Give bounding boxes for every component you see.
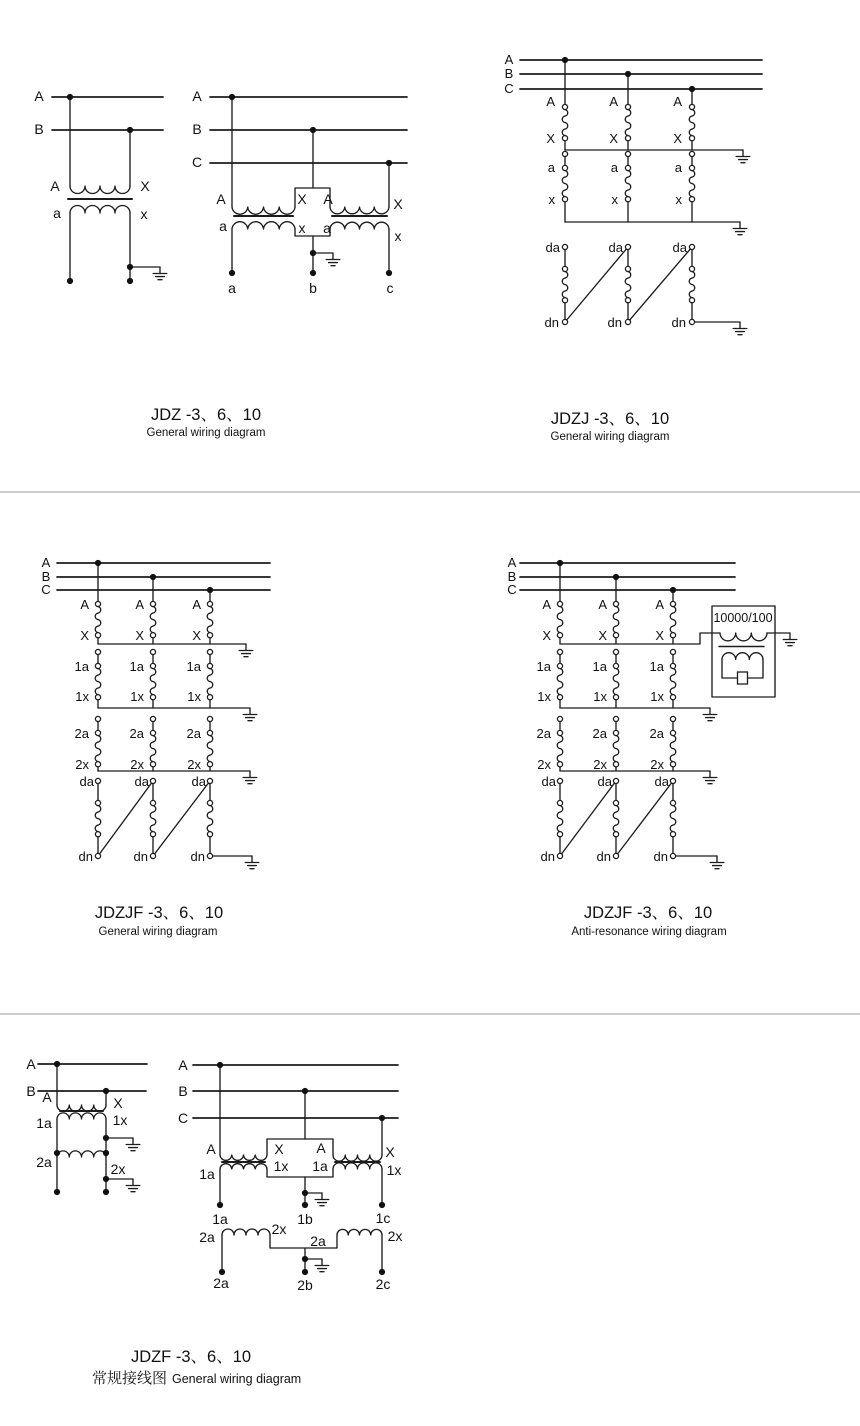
primary-winding [670, 601, 675, 637]
winding-label: 2x [187, 757, 201, 772]
ground-icon [736, 150, 750, 163]
wire [560, 633, 712, 644]
winding-label: X [546, 131, 555, 146]
winding-label: 1a [36, 1115, 52, 1131]
winding-label: x [548, 192, 555, 207]
tertiary-winding [670, 778, 675, 858]
secondary1-winding [95, 649, 100, 699]
winding-label: a [53, 205, 61, 221]
winding-label: A [609, 94, 618, 109]
secondary1-winding [220, 1164, 267, 1169]
junction-dot [207, 587, 213, 593]
terminal-label: 2b [297, 1277, 313, 1293]
winding-label: x [140, 206, 148, 222]
winding-label: A [135, 597, 144, 612]
winding-label: da [79, 774, 94, 789]
winding-label: x [611, 192, 618, 207]
secondary2-winding [670, 716, 675, 766]
winding-label: dn [133, 849, 148, 864]
winding-label: 1x [386, 1162, 402, 1178]
secondary-winding [70, 206, 130, 213]
ground-icon [239, 644, 253, 657]
winding-label: A [598, 597, 607, 612]
junction-dot [54, 1150, 60, 1156]
ground-icon [703, 708, 717, 721]
terminal-label: 1b [297, 1211, 313, 1227]
winding-label: 2x [75, 757, 89, 772]
terminal-dot [386, 270, 392, 276]
winding-label: da [654, 774, 669, 789]
winding-label: 1x [537, 689, 551, 704]
wire [560, 563, 673, 601]
diagram-jdzf-vee [178, 1057, 402, 1293]
junction-dot [689, 86, 695, 92]
winding-label: 1a [649, 659, 664, 674]
wire [98, 563, 210, 601]
junction-dot [670, 587, 676, 593]
jdzjf-anti-title: JDZJF -3、6、10 [583, 904, 713, 922]
secondary2-winding [57, 1151, 106, 1157]
winding-label: da [597, 774, 612, 789]
terminal-dot [103, 1189, 109, 1195]
winding-label: dn [190, 849, 205, 864]
phase-label: A [504, 52, 514, 67]
primary-winding [220, 1155, 267, 1160]
winding-label: X [655, 628, 664, 643]
junction-dot [557, 560, 563, 566]
junction-dot [127, 264, 133, 270]
terminal-dot [127, 278, 133, 284]
phase-label: C [504, 81, 514, 96]
winding-label: dn [540, 849, 555, 864]
terminal-dot [310, 270, 316, 276]
winding-label: 2x [650, 757, 664, 772]
winding-label: dn [78, 849, 93, 864]
junction-dot [67, 94, 73, 100]
ground-icon [126, 1179, 140, 1192]
winding-label: 2a [649, 726, 664, 741]
junction-dot [127, 127, 133, 133]
phase-label: B [26, 1083, 36, 1099]
secondary-winding [689, 151, 694, 201]
winding-label: A [216, 191, 226, 207]
tertiary-winding [689, 244, 694, 324]
diagram-jdz-single-phase [34, 88, 166, 284]
winding-label: 1a [592, 659, 607, 674]
winding-label: da [541, 774, 556, 789]
winding-label: X [673, 131, 682, 146]
diagram-jdzjf-general [41, 555, 270, 869]
tertiary-winding [557, 778, 562, 858]
winding-label: 2a [36, 1154, 52, 1170]
winding-label: a [610, 160, 618, 175]
phase-label: C [41, 582, 51, 597]
winding-label: a [219, 218, 227, 234]
junction-dot [625, 71, 631, 77]
ground-icon [733, 322, 747, 335]
jdz-subtitle: General wiring diagram [146, 427, 266, 439]
winding-label: 2a [199, 1229, 215, 1245]
phase-label: C [191, 154, 203, 170]
winding-label: X [297, 191, 307, 207]
terminal-label: 1c [375, 1210, 391, 1226]
phase-label: A [192, 88, 202, 104]
junction-dot [217, 1062, 223, 1068]
junction-dot [95, 560, 101, 566]
winding-label: A [206, 1141, 216, 1157]
winding-label: 2x [387, 1228, 403, 1244]
terminal-dot [302, 1202, 308, 1208]
terminal-dot [67, 278, 73, 284]
winding-label: 2a [592, 726, 607, 741]
winding-label: 2x [110, 1161, 126, 1177]
winding-label: 1x [130, 689, 144, 704]
primary-winding [330, 207, 389, 214]
tertiary-winding [95, 778, 100, 858]
secondary-winding [330, 222, 389, 229]
jdzjf-general-subtitle: General wiring diagram [98, 926, 218, 938]
ground-icon [243, 708, 257, 721]
terminal-label: 1a [212, 1211, 228, 1227]
winding-label: 1a [312, 1158, 328, 1174]
winding-label: 1a [74, 659, 89, 674]
winding-label: 1x [593, 689, 607, 704]
phase-label: A [34, 88, 44, 104]
winding-label: 2a [74, 726, 89, 741]
phase-label: B [504, 66, 514, 81]
caption-jdzj [551, 410, 670, 443]
diagram-jdzjf-anti-resonance [507, 555, 796, 869]
phase-label: B [34, 121, 44, 137]
winding-label: dn [596, 849, 611, 864]
ground-icon [703, 771, 717, 784]
winding-label: A [542, 597, 551, 612]
secondary2-winding [557, 716, 562, 766]
winding-label: X [113, 1095, 123, 1111]
terminal-dot [379, 1202, 385, 1208]
tertiary-winding [613, 778, 618, 858]
winding-label: a [323, 220, 331, 236]
junction-dot [103, 1150, 109, 1156]
jdz-title: JDZ -3、6、10 [150, 406, 262, 424]
primary-winding [150, 601, 155, 637]
jdzjf-anti-subtitle: Anti-resonance wiring diagram [571, 926, 727, 938]
phase-label: B [41, 569, 51, 584]
winding-label: A [50, 178, 60, 194]
ground-icon [783, 633, 797, 646]
winding-label: 1a [186, 659, 201, 674]
winding-label: X [609, 131, 618, 146]
winding-label: 2a [129, 726, 144, 741]
winding-label: 2a [310, 1233, 326, 1249]
phase-label: B [178, 1083, 188, 1099]
junction-dot [229, 94, 235, 100]
winding-label: x [394, 228, 402, 244]
primary-winding [557, 601, 562, 637]
winding-label: X [192, 628, 201, 643]
winding-label: A [655, 597, 664, 612]
damper-primary-coil [720, 633, 767, 641]
secondary-winding [625, 151, 630, 201]
tertiary-winding [207, 778, 212, 858]
phase-label: B [507, 569, 517, 584]
winding-label: X [135, 628, 144, 643]
phase-label: A [41, 555, 51, 570]
junction-dot [310, 250, 316, 256]
junction-dot [613, 574, 619, 580]
terminal-dot [54, 1189, 60, 1195]
winding-label: A [673, 94, 682, 109]
secondary2-winding [222, 1229, 270, 1235]
secondary2-winding [207, 716, 212, 766]
winding-label: 2x [130, 757, 144, 772]
winding-label: 1x [273, 1158, 289, 1174]
winding-label: da [134, 774, 149, 789]
wire [565, 202, 692, 222]
secondary2-winding [150, 716, 155, 766]
winding-label: X [140, 178, 150, 194]
phase-label: C [507, 582, 517, 597]
winding-label: X [80, 628, 89, 643]
diagram-jdzj [504, 52, 762, 335]
diagram-jdz-vee [192, 88, 407, 296]
junction-dot [302, 1190, 308, 1196]
winding-label: A [323, 191, 333, 207]
junction-dot [310, 127, 316, 133]
secondary1-winding [670, 649, 675, 699]
damper-secondary-coil [722, 653, 763, 660]
terminal-dot [379, 1269, 385, 1275]
winding-label: 1x [187, 689, 201, 704]
winding-label: X [393, 196, 403, 212]
ground-icon [315, 1193, 329, 1206]
phase-label: A [178, 1057, 188, 1073]
jdzf-subtitle-en: General wiring diagram [172, 1372, 302, 1386]
winding-label: da [608, 240, 623, 255]
secondary1-winding [57, 1113, 106, 1119]
winding-label: a [547, 160, 555, 175]
tertiary-winding [625, 244, 630, 324]
primary-winding [613, 601, 618, 637]
primary-winding [562, 104, 567, 140]
jdzf-subtitle-cn: 常规接线图 [92, 1370, 168, 1387]
winding-label: 2a [186, 726, 201, 741]
winding-label: A [316, 1140, 326, 1156]
winding-label: dn [671, 315, 686, 330]
winding-label: a [674, 160, 682, 175]
tertiary-winding [562, 244, 567, 324]
junction-dot [386, 160, 392, 166]
terminal-dot [217, 1202, 223, 1208]
secondary2-winding [95, 716, 100, 766]
junction-dot [302, 1088, 308, 1094]
winding-label: dn [607, 315, 622, 330]
ground-icon [733, 222, 747, 235]
junction-dot [54, 1061, 60, 1067]
winding-label: dn [544, 315, 559, 330]
terminal-label: b [309, 280, 317, 296]
terminal-dot [302, 1269, 308, 1275]
secondary1-winding [557, 649, 562, 699]
ground-icon [126, 1138, 140, 1151]
winding-label: X [542, 628, 551, 643]
secondary2-winding [613, 716, 618, 766]
winding-label: X [385, 1144, 395, 1160]
junction-dot [150, 574, 156, 580]
winding-label: da [191, 774, 206, 789]
winding-label: A [192, 597, 201, 612]
terminal-label: a [228, 280, 236, 296]
winding-label: 1x [75, 689, 89, 704]
winding-label: X [274, 1141, 284, 1157]
winding-label: 1a [129, 659, 144, 674]
jdzf-title: JDZF -3、6、10 [130, 1348, 252, 1366]
tertiary-winding [150, 778, 155, 858]
winding-label: 2x [271, 1221, 287, 1237]
winding-label: 1a [199, 1166, 215, 1182]
caption-jdzf [92, 1348, 301, 1387]
caption-jdzjf-anti [571, 904, 726, 938]
ground-icon [326, 253, 340, 266]
winding-label: da [545, 240, 560, 255]
damper-resistor [738, 672, 748, 684]
winding-label: dn [653, 849, 668, 864]
primary-winding [232, 207, 295, 214]
secondary1-winding [207, 649, 212, 699]
winding-label: 2x [593, 757, 607, 772]
winding-label: X [598, 628, 607, 643]
phase-label: A [26, 1056, 36, 1072]
primary-winding [689, 104, 694, 140]
winding-label: 1a [536, 659, 551, 674]
primary-winding [70, 186, 130, 194]
junction-dot [103, 1088, 109, 1094]
primary-winding [333, 1155, 382, 1161]
terminal-dot [229, 270, 235, 276]
phase-label: C [177, 1110, 189, 1126]
winding-label: 1x [112, 1112, 128, 1128]
phase-label: A [507, 555, 517, 570]
primary-winding [95, 601, 100, 637]
secondary1-winding [150, 649, 155, 699]
jdzjf-general-title: JDZJF -3、6、10 [94, 904, 224, 922]
winding-label: A [42, 1089, 52, 1105]
terminal-label: 2c [375, 1276, 391, 1292]
junction-dot [379, 1115, 385, 1121]
jdzj-subtitle: General wiring diagram [550, 431, 670, 443]
primary-winding [207, 601, 212, 637]
primary-winding [625, 104, 630, 140]
ground-icon [153, 267, 167, 280]
winding-label: x [298, 220, 306, 236]
secondary-winding [562, 151, 567, 201]
winding-label: A [80, 597, 89, 612]
winding-label: 2a [536, 726, 551, 741]
caption-jdzjf-general [95, 904, 223, 938]
junction-dot [103, 1135, 109, 1141]
terminal-label: c [386, 280, 394, 296]
jdzj-title: JDZJ -3、6、10 [550, 410, 670, 428]
winding-label: da [672, 240, 687, 255]
secondary-winding [232, 222, 295, 229]
junction-dot [302, 1256, 308, 1262]
ground-icon [243, 771, 257, 784]
junction-dot [103, 1176, 109, 1182]
winding-label: 1x [650, 689, 664, 704]
winding-label: 2x [537, 757, 551, 772]
secondary1-winding [613, 649, 618, 699]
ground-icon [710, 856, 724, 869]
winding-label: A [546, 94, 555, 109]
caption-jdz [147, 406, 266, 439]
damper-ratio-label: 10000/100 [713, 611, 773, 625]
secondary2-winding [337, 1229, 382, 1235]
ground-icon [315, 1259, 329, 1272]
junction-dot [562, 57, 568, 63]
ground-icon [245, 856, 259, 869]
diagram-jdzf-single-phase [26, 1056, 147, 1195]
winding-label: x [675, 192, 682, 207]
phase-label: B [192, 121, 202, 137]
terminal-label: 2a [213, 1275, 229, 1291]
secondary1-winding [333, 1163, 382, 1169]
